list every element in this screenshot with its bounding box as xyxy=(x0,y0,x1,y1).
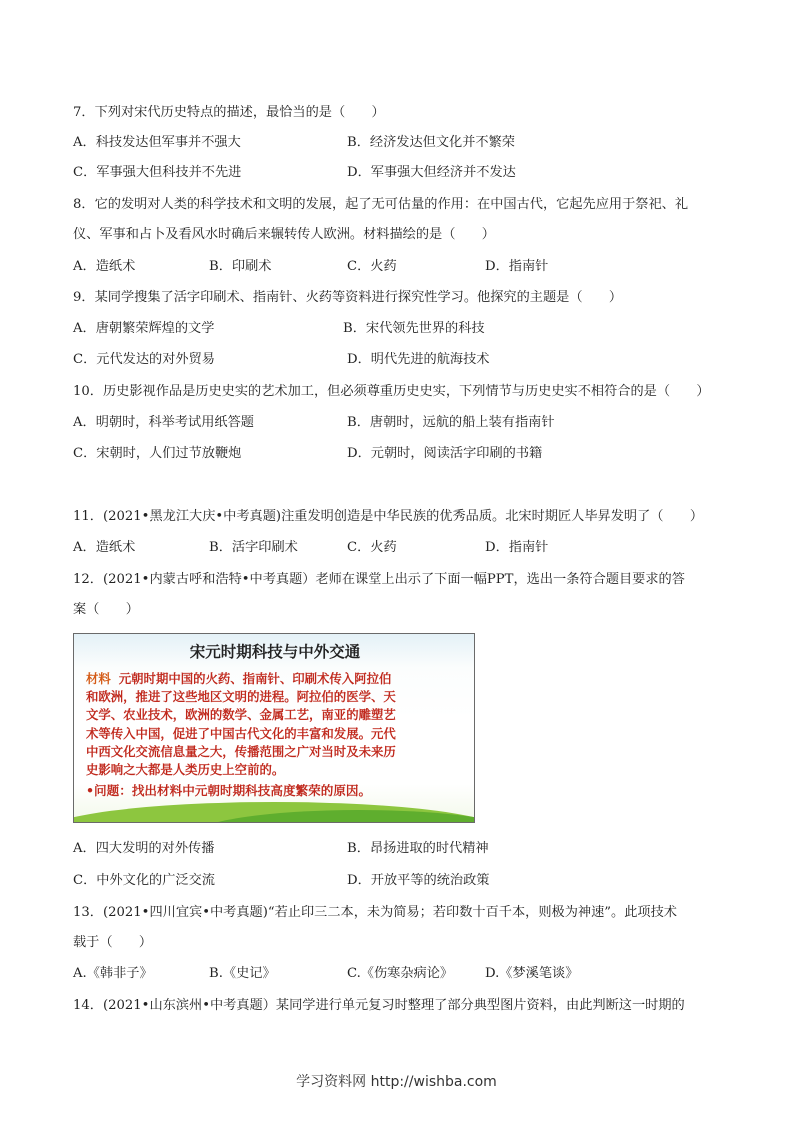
ppt-line: 术等传入中国，促进了中国古代文化的丰富和发展。元代 xyxy=(86,725,396,741)
option-11c: C．火药 xyxy=(347,540,397,555)
ppt-line: 史影响之大都是人类历史上空前的。 xyxy=(86,762,285,778)
footer-watermark: 学习资料网 http://wishba.com xyxy=(296,1074,497,1090)
option-8b: B．印刷术 xyxy=(209,259,272,274)
option-9b: B．宋代领先世界的科技 xyxy=(343,321,485,336)
question-9-stem: 9．某同学搜集了活字印刷术、指南针、火药等资料进行探究性学习。他探究的主题是（ ） xyxy=(73,290,623,305)
option-10c: C．宋朝时，人们过节放鞭炮 xyxy=(73,446,242,461)
option-12a: A．四大发明的对外传播 xyxy=(73,841,215,856)
option-7b: B．经济发达但文化并不繁荣 xyxy=(347,135,515,150)
question-13-stem-line1: 13．(2021•四川宜宾•中考真题)“若止印三二本，未为简易；若印数十百千本，则极为神速”。此项技术 xyxy=(73,905,677,920)
option-13b: B.《史记》 xyxy=(209,966,276,981)
option-13d: D.《梦溪笔谈》 xyxy=(485,966,579,981)
option-10b: B．唐朝时，远航的船上装有指南针 xyxy=(347,415,555,430)
option-7a: A．科技发达但军事并不强大 xyxy=(73,135,241,150)
option-13a: A.《韩非子》 xyxy=(73,966,153,981)
ppt-question: •问题：找出材料中元朝时期科技高度繁荣的原因。 xyxy=(86,783,372,798)
option-11d: D．指南针 xyxy=(485,540,549,555)
question-10-stem: 10．历史影视作品是历史史实的艺术加工，但必须尊重历史史实，下列情节与历史史实不相符合的是（ ） xyxy=(73,384,710,399)
option-11b: B．活字印刷术 xyxy=(209,540,298,555)
option-8c: C．火药 xyxy=(347,259,397,274)
question-14-stem-line1: 14．(2021•山东滨州•中考真题）某同学进行单元复习时整理了部分典型图片资料，由此判断这一时期的 xyxy=(73,998,685,1013)
option-11a: A．造纸术 xyxy=(73,540,136,555)
question-11-stem: 11．(2021•黑龙江大庆•中考真题)注重发明创造是中华民族的优秀品质。北宋时期匠人毕昇发明了（ ） xyxy=(73,509,704,524)
question-13-stem-line2: 载于（ ） xyxy=(73,935,153,950)
option-9c: C．元代发达的对外贸易 xyxy=(73,352,215,367)
option-13c: C.《伤寒杂病论》 xyxy=(347,966,454,981)
option-9d: D．明代先进的航海技术 xyxy=(347,352,490,367)
question-12-stem-line2: 案（ ） xyxy=(73,602,139,617)
ppt-material-text xyxy=(86,670,466,779)
question-7-stem: 7．下列对宋代历史特点的描述，最恰当的是（ ） xyxy=(73,105,385,120)
option-9a: A．唐朝繁荣辉煌的文学 xyxy=(73,321,215,336)
option-12b: B．昂扬进取的时代精神 xyxy=(347,841,489,856)
question-12-stem-line1: 12．(2021•内蒙古呼和浩特•中考真题）老师在课堂上出示了下面一幅PPT，选出一条符合题目要求的答 xyxy=(73,572,685,587)
option-8a: A．造纸术 xyxy=(73,259,136,274)
ppt-title: 宋元时期科技与中外交通 xyxy=(189,643,361,661)
question-8-stem-line2: 仪、军事和占卜及看风水时确后来辗转传人欧洲。材料描绘的是（ ） xyxy=(73,227,495,242)
option-7c: C．军事强大但科技并不先进 xyxy=(73,165,242,180)
question-8-stem-line1: 8．它的发明对人类的科学技术和文明的发展，起了无可估量的作用：在中国古代，它起先应用于祭祀、礼 xyxy=(73,197,689,212)
option-8d: D．指南针 xyxy=(485,259,549,274)
ppt-line: 中西文化交流信息量之大，传播范围之广对当时及未来历 xyxy=(86,743,396,759)
option-10a: A．明朝时，科举考试用纸答题 xyxy=(73,415,254,430)
ppt-line: 材料 元朝时期中国的火药、指南针、印刷术传入阿拉伯 xyxy=(86,671,392,686)
ppt-line: 文学、农业技术，欧洲的数学、金属工艺，南亚的雕塑艺 xyxy=(86,707,396,723)
option-12c: C．中外文化的广泛交流 xyxy=(73,873,215,888)
ppt-slide-image xyxy=(73,633,475,823)
ppt-line: 和欧洲，推进了这些地区文明的进程。阿拉伯的医学、天 xyxy=(86,689,396,705)
option-10d: D．元朝时，阅读活字印刷的书籍 xyxy=(347,446,543,461)
option-12d: D．开放平等的统治政策 xyxy=(347,873,490,888)
ppt-material-label: 材料 xyxy=(86,671,111,686)
option-7d: D．军事强大但经济并不发达 xyxy=(347,165,516,180)
